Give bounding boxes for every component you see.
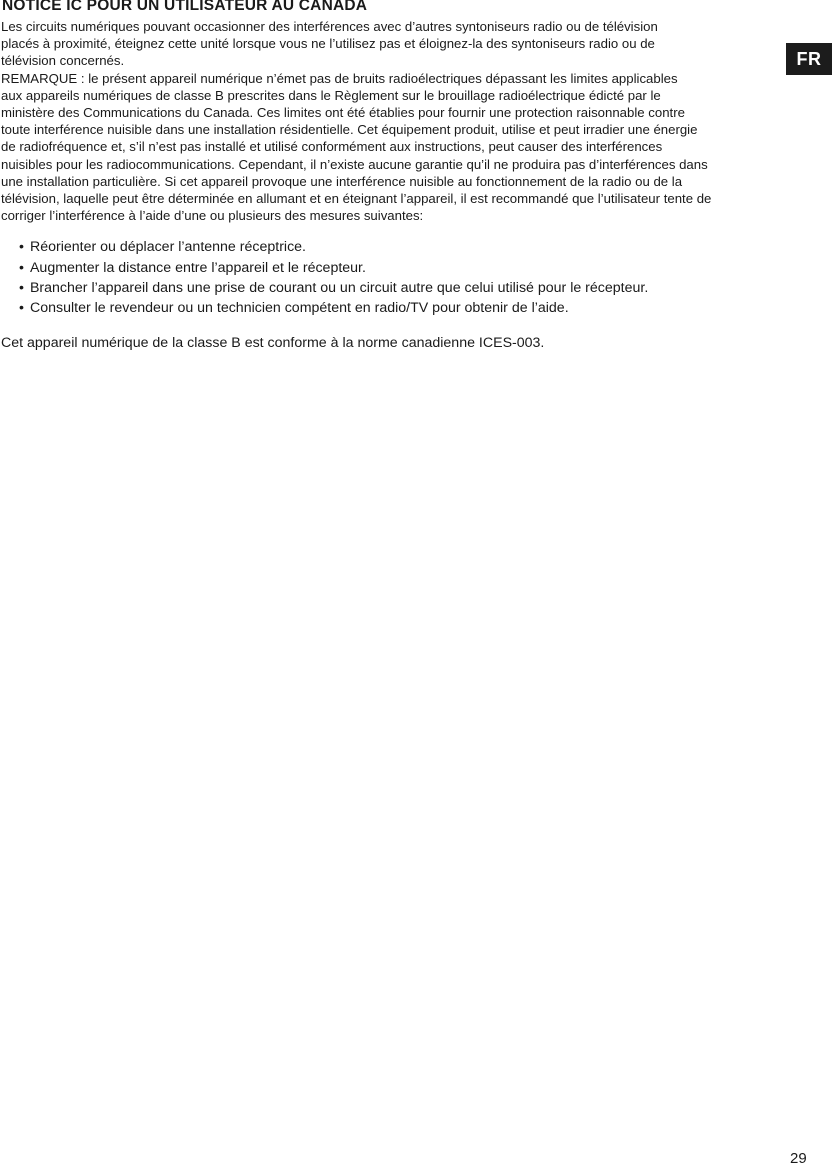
document-body (1, 18, 785, 353)
list-item: • Brancher l’appareil dans une prise de courant ou un circuit autre que celui utilisé pour le récepteur. (19, 278, 785, 298)
measures-list (1, 237, 785, 318)
text-line: placés à proximité, éteignez cette unité lorsque vous ne l’utilisez pas et éloignez-la des syntoniseurs radio ou de (1, 36, 655, 52)
text-line: nuisibles pour les radiocommunications. Cependant, il n’existe aucune garantie qu’il ne produira pas d’interférences dans (1, 156, 708, 172)
text-line: Les circuits numériques pouvant occasionner des interférences avec d’autres syntoniseurs radio ou de télévision (1, 19, 658, 34)
interference-paragraph (1, 18, 785, 70)
text-line: aux appareils numériques de classe B prescrites dans le Règlement sur le brouillage radioélectrique édicté par le (1, 87, 661, 103)
text-line: télévision concernés. (1, 53, 125, 69)
page-number: 29 (790, 1150, 807, 1167)
text-line: de radiofréquence et, s’il n’est pas installé et utilisé conformément aux instructions, peut causer des interférences (1, 139, 663, 155)
text-line: toute interférence nuisible dans une installation résidentielle. Cet équipement produit, utilise et peut irradier une énergie (1, 122, 698, 138)
text-line: une installation particulière. Si cet appareil provoque une interférence nuisible au fonctionnement de la radio ou de la (1, 173, 683, 189)
text-line: corriger l’interférence à l’aide d’une ou plusieurs des mesures suivantes: (1, 208, 424, 224)
compliance-statement: Cet appareil numérique de la classe B est conforme à la norme canadienne ICES-003. (1, 335, 545, 352)
list-item: • Réorienter ou déplacer l’antenne réceptrice. (19, 237, 785, 257)
page-title: NOTICE IC POUR UN UTILISATEUR AU CANADA (2, 0, 368, 14)
text-line: ministère des Communications du Canada. Ces limites ont été établies pour fournir une protection raisonnable contre (1, 105, 685, 121)
list-item: • Augmenter la distance entre l’appareil et le récepteur. (19, 258, 785, 278)
text-line: REMARQUE : le présent appareil numérique n’émet pas de bruits radioélectriques dépassant les limites applicables (1, 70, 678, 86)
list-item: • Consulter le revendeur ou un technicien compétent en radio/TV pour obtenir de l’aide. (19, 298, 785, 318)
remarque-paragraph (1, 70, 785, 225)
text-line: télévision, laquelle peut être déterminée en allumant et en éteignant l’appareil, il est recommandé que l’utilisateur tente de (1, 191, 712, 207)
language-tab: FR (786, 43, 832, 75)
